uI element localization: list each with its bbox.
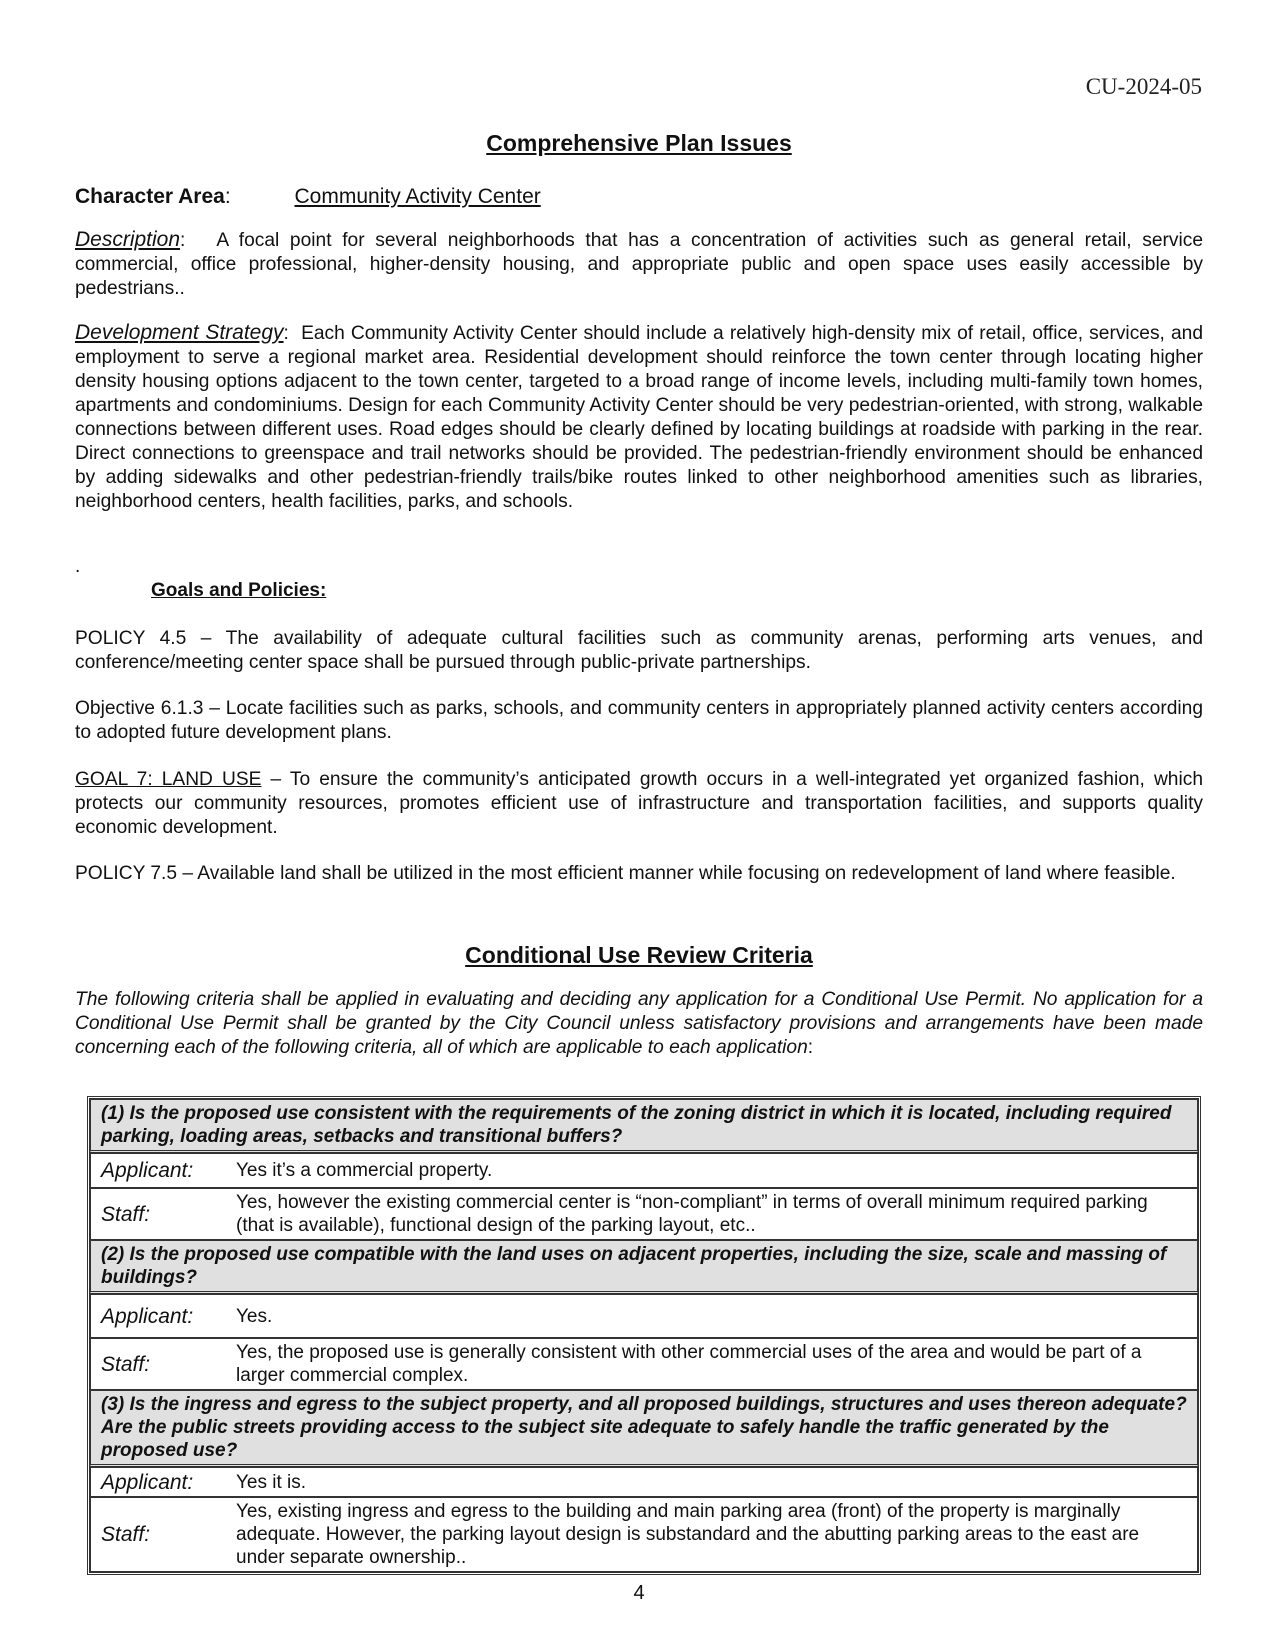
applicant-label: Applicant: — [90, 1467, 226, 1497]
staff-response: Yes, the proposed use is generally consistent with other commercial uses of the area and would be part of a larger commercial complex. — [226, 1338, 1198, 1390]
criterion-question-row — [90, 1099, 1198, 1153]
applicant-row — [90, 1153, 1198, 1188]
staff-label: Staff: — [90, 1338, 226, 1390]
case-number: CU-2024-05 — [1085, 74, 1202, 99]
plan-title: Comprehensive Plan Issues — [486, 130, 792, 156]
policy-4-5: POLICY 4.5 – The availability of adequate cultural facilities such as community arenas, performing arts venues, and conference/meeting center space shall be pursued through public-private partnerships. — [75, 628, 1203, 673]
character-area-value: Community Activity Center — [294, 185, 541, 208]
goal-7-text: – To ensure the community’s anticipated growth occurs in a well-integrated yet organized fashion, which protects our community resources, promotes efficient use of infrastructure and transportation facilities, and supports quality economic development. — [75, 769, 1203, 838]
character-area-row: Character Area: Community Activity Center — [75, 185, 541, 208]
strategy-label: Development Strategy — [75, 321, 284, 344]
description-text: A focal point for several neighborhoods that has a concentration of activities such as general retail, service commercial, office professional, higher-density housing, and appropriate public and open space uses easily accessible by pedestrians.. — [75, 230, 1203, 299]
staff-row — [90, 1497, 1198, 1572]
criterion-question-row — [90, 1240, 1198, 1294]
criterion-question: (3) Is the ingress and egress to the subject property, and all proposed buildings, structures and uses thereon adequate? Are the public streets providing access to the subject site adequate to safely handle the traffic generated by the proposed use? — [90, 1390, 1198, 1467]
applicant-label: Applicant: — [90, 1294, 226, 1338]
objective-6-1-3: Objective 6.1.3 – Locate facilities such as parks, schools, and community centers in appropriately planned activity centers according to adopted future development plans. — [75, 698, 1203, 743]
page-number: 4 — [633, 1582, 645, 1604]
staff-label: Staff: — [90, 1188, 226, 1240]
staff-row — [90, 1188, 1198, 1240]
stray-period: . — [75, 556, 81, 577]
strategy-text: Each Community Activity Center should include a relatively high-density mix of retail, office, services, and employment to serve a regional market area. Residential development should reinforce the town center through locating higher density housing options adjacent to the town center, targeted to a broad range of income levels, including multi-family town homes, apartments and condominiums. Design for each Community Activity Center should be very pedestrian-oriented, with strong, walkable connections between different uses. Road edges should be clearly defined by locating buildings at roadside with parking in the rear. Direct connections to greenspace and trail networks should be provided. The pedestrian-friendly environment should be enhanced by adding sidewalks and other pedestrian-friendly trails/bike routes linked to other neighborhood amenities such as libraries, neighborhood centers, health facilities, parks, and schools. — [75, 323, 1203, 512]
applicant-response: Yes. — [226, 1294, 1198, 1338]
criterion-question: (2) Is the proposed use compatible with the land uses on adjacent properties, including the size, scale and massing of buildings? — [90, 1240, 1198, 1294]
policy-7-5: POLICY 7.5 – Available land shall be utilized in the most efficient manner while focusing on redevelopment of land where feasible. — [75, 863, 1176, 884]
staff-label: Staff: — [90, 1497, 226, 1572]
applicant-row — [90, 1294, 1198, 1338]
goal-7-paragraph — [75, 768, 1203, 840]
applicant-row — [90, 1467, 1198, 1497]
review-title: Conditional Use Review Criteria — [465, 942, 813, 968]
character-area-label: Character Area — [75, 185, 225, 208]
applicant-response: Yes it is. — [226, 1467, 1198, 1497]
strategy-paragraph: Development Strategy: Each Community Activity Center should include a relatively high-density mix of retail, office, services, and employment to serve a regional market area. Residential development should reinforce the town center through locating higher density housing options adjacent to the town center, targeted to a broad range of income levels, including multi-family town homes, apartments and condominiums. Design for each Community Activity Center should be very pedestrian-oriented, with strong, walkable connections between different uses. Road edges should be clearly defined by locating buildings at roadside with parking in the rear. Direct connections to greenspace and trail networks should be provided. The pedestrian-friendly environment should be enhanced by adding sidewalks and other pedestrian-friendly trails/bike routes linked to other neighborhood amenities such as libraries, neighborhood centers, health facilities, parks, and schools. — [75, 321, 1203, 512]
description-paragraph: Description: A focal point for several neighborhoods that has a concentration of activities such as general retail, service commercial, office professional, higher-density housing, and appropriate public and open space uses easily accessible by pedestrians.. — [75, 228, 1203, 299]
description-label: Description — [75, 228, 181, 251]
review-intro: The following criteria shall be applied in evaluating and deciding any application for a Conditional Use Permit. No application for a Conditional Use Permit shall be granted by the City Council unless satisfactory provisions and arrangements have been made concerning each of the following criteria, all of which are applicable to each application: — [75, 989, 1203, 1058]
staff-row — [90, 1338, 1198, 1390]
applicant-label: Applicant: — [90, 1153, 226, 1188]
criterion-question-row — [90, 1390, 1198, 1467]
staff-response: Yes, existing ingress and egress to the building and main parking area (front) of the property is marginally adequate. However, the parking layout design is substandard and the abutting parking areas to the east are under separate ownership.. — [226, 1497, 1198, 1572]
goal-7-label: GOAL 7: LAND USE — [75, 769, 262, 790]
applicant-response: Yes it’s a commercial property. — [226, 1153, 1198, 1188]
goals-heading: Goals and Policies: — [151, 580, 327, 601]
criteria-table — [87, 1096, 1201, 1575]
staff-response: Yes, however the existing commercial center is “non-compliant” in terms of overall minimum required parking (that is available), functional design of the parking layout, etc.. — [226, 1188, 1198, 1240]
criterion-question: (1) Is the proposed use consistent with the requirements of the zoning district in which it is located, including required parking, loading areas, setbacks and transitional buffers? — [90, 1099, 1198, 1153]
